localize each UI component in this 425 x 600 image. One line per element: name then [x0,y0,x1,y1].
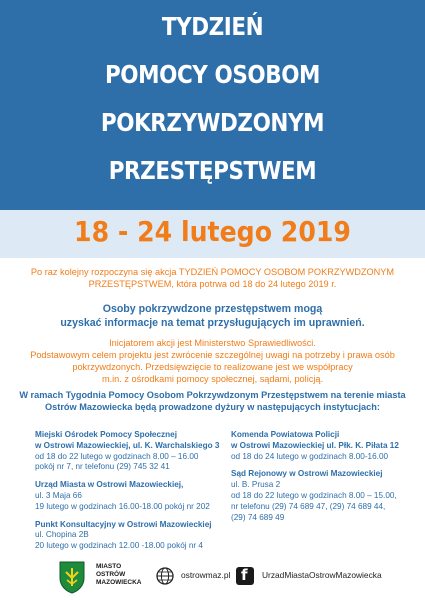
city-crest-icon [58,560,86,594]
institution-line: ul. B. Prusa 2 [231,480,281,490]
institution-name: Punkt Konsultacyjny w Ostrowi Mazowieckiej [35,519,212,529]
title-line-3: POKRZYWDZONYM [100,108,325,137]
institution-policja [231,430,425,462]
title-line-1: TYDZIEŃ [161,12,264,41]
mission-line: pokrzywdzonych. Przedsięwzięcie to realizowane jest we współpracy [72,362,353,372]
institution-line: ul. 3 Maja 66 [35,490,82,500]
institution-punkt-konsultacyjny [35,520,235,552]
intro-line: PRZESTĘPSTWEM, która potrwa od 18 do 24 lutego 2019 r. [88,279,337,289]
facebook-icon-glyph: f [241,566,248,584]
lead-line: uzyskać informacje na temat przysługujących im uprawnień. [60,317,365,329]
institution-sad-rejonowy [231,469,425,523]
globe-icon [156,567,174,585]
duty-text [10,389,415,413]
institution-name: Miejski Ośrodek Pomocy Społecznej [35,430,177,439]
duty-line: Ostrów Mazowiecka będą prowadzone dyżury w następujących instytucjach: [45,402,380,412]
institution-line: (29) 74 689 49 [231,512,285,522]
header-banner [0,0,425,210]
lead-text [10,302,415,330]
institution-line: od 18 do 24 lutego w godzinach 8.00-16.00 [231,451,389,461]
footer [0,558,425,600]
crest-line: OSTRÓW [96,570,126,578]
website-link[interactable]: ostrowmaz.pl [181,570,231,580]
institutions-left [35,430,235,559]
title-line-2: POMOCY OSOBOM [104,60,321,89]
institution-name: Sąd Rejonowy w Ostrowi Mazowieckiej [231,469,383,479]
facebook-link[interactable]: UrzadMiastaOstrowMazowiecka [262,570,382,580]
institution-line: od 18 do 22 lutego w godzinach 8.00 – 15.00, [231,490,397,500]
mission-line: Inicjatorem akcji jest Ministerstwo Sprawiedliwości. [109,338,316,348]
duty-line: W ramach Tygodnia Pomocy Osobom Pokrzywdzonym Przestępstwem na terenie miasta [19,390,406,400]
date-band [0,210,425,258]
crest-caption [96,563,142,586]
crest-line: MAZOWIECKA [96,578,142,586]
institution-urzad-miasta [35,480,235,512]
institution-line: 20 lutego w godzinach 12.00 -18.00 pokój nr 4 [35,541,203,551]
mission-line: Podstawowym celem projektu jest zwrócenie szczególnej uwagi na potrzeby i prawa osób [30,350,395,360]
institutions-right [231,430,425,530]
lead-line: Osoby pokrzywdzone przestępstwem mogą [102,303,323,315]
institution-line: w Ostrowi Mazowieckiej ul. Płk. K. Piłata 12 [231,440,399,450]
institution-line: od 18 do 22 lutego w godzinach 8.00 – 16.00 [35,451,199,461]
institution-name: Urząd Miasta w Ostrowi Mazowieckiej, [35,480,184,490]
intro-text [10,266,415,290]
institution-line: ul. Chopina 2B [35,530,89,540]
institution-name: Komenda Powiatowa Policji [231,430,340,439]
institution-line: w Ostrowi Mazowieckiej, ul. K. Warchalskiego 3 [35,440,220,450]
crest-line: MIASTO [96,563,122,570]
intro-line: Po raz kolejny rozpoczyna się akcja TYDZIEŃ POMOCY OSOBOM POKRZYWDZONYM [30,267,395,277]
institution-line: nr telefonu (29) 74 689 47, (29) 74 689 44, [231,501,386,511]
mission-text [10,337,415,385]
institution-mops [35,430,235,473]
institution-line: 19 lutego w godzinach 16.00-18.00 pokój nr 202 [35,501,210,511]
title-line-4: PRZESTĘPSTWEM [108,156,317,185]
mission-line: m.in. z ośrodkami pomocy społecznej, sądami, policją. [101,374,324,384]
institution-line: pokój nr 7, nr telefonu (29) 745 32 41 [35,462,170,472]
event-dates: 18 - 24 lutego 2019 [74,215,351,248]
